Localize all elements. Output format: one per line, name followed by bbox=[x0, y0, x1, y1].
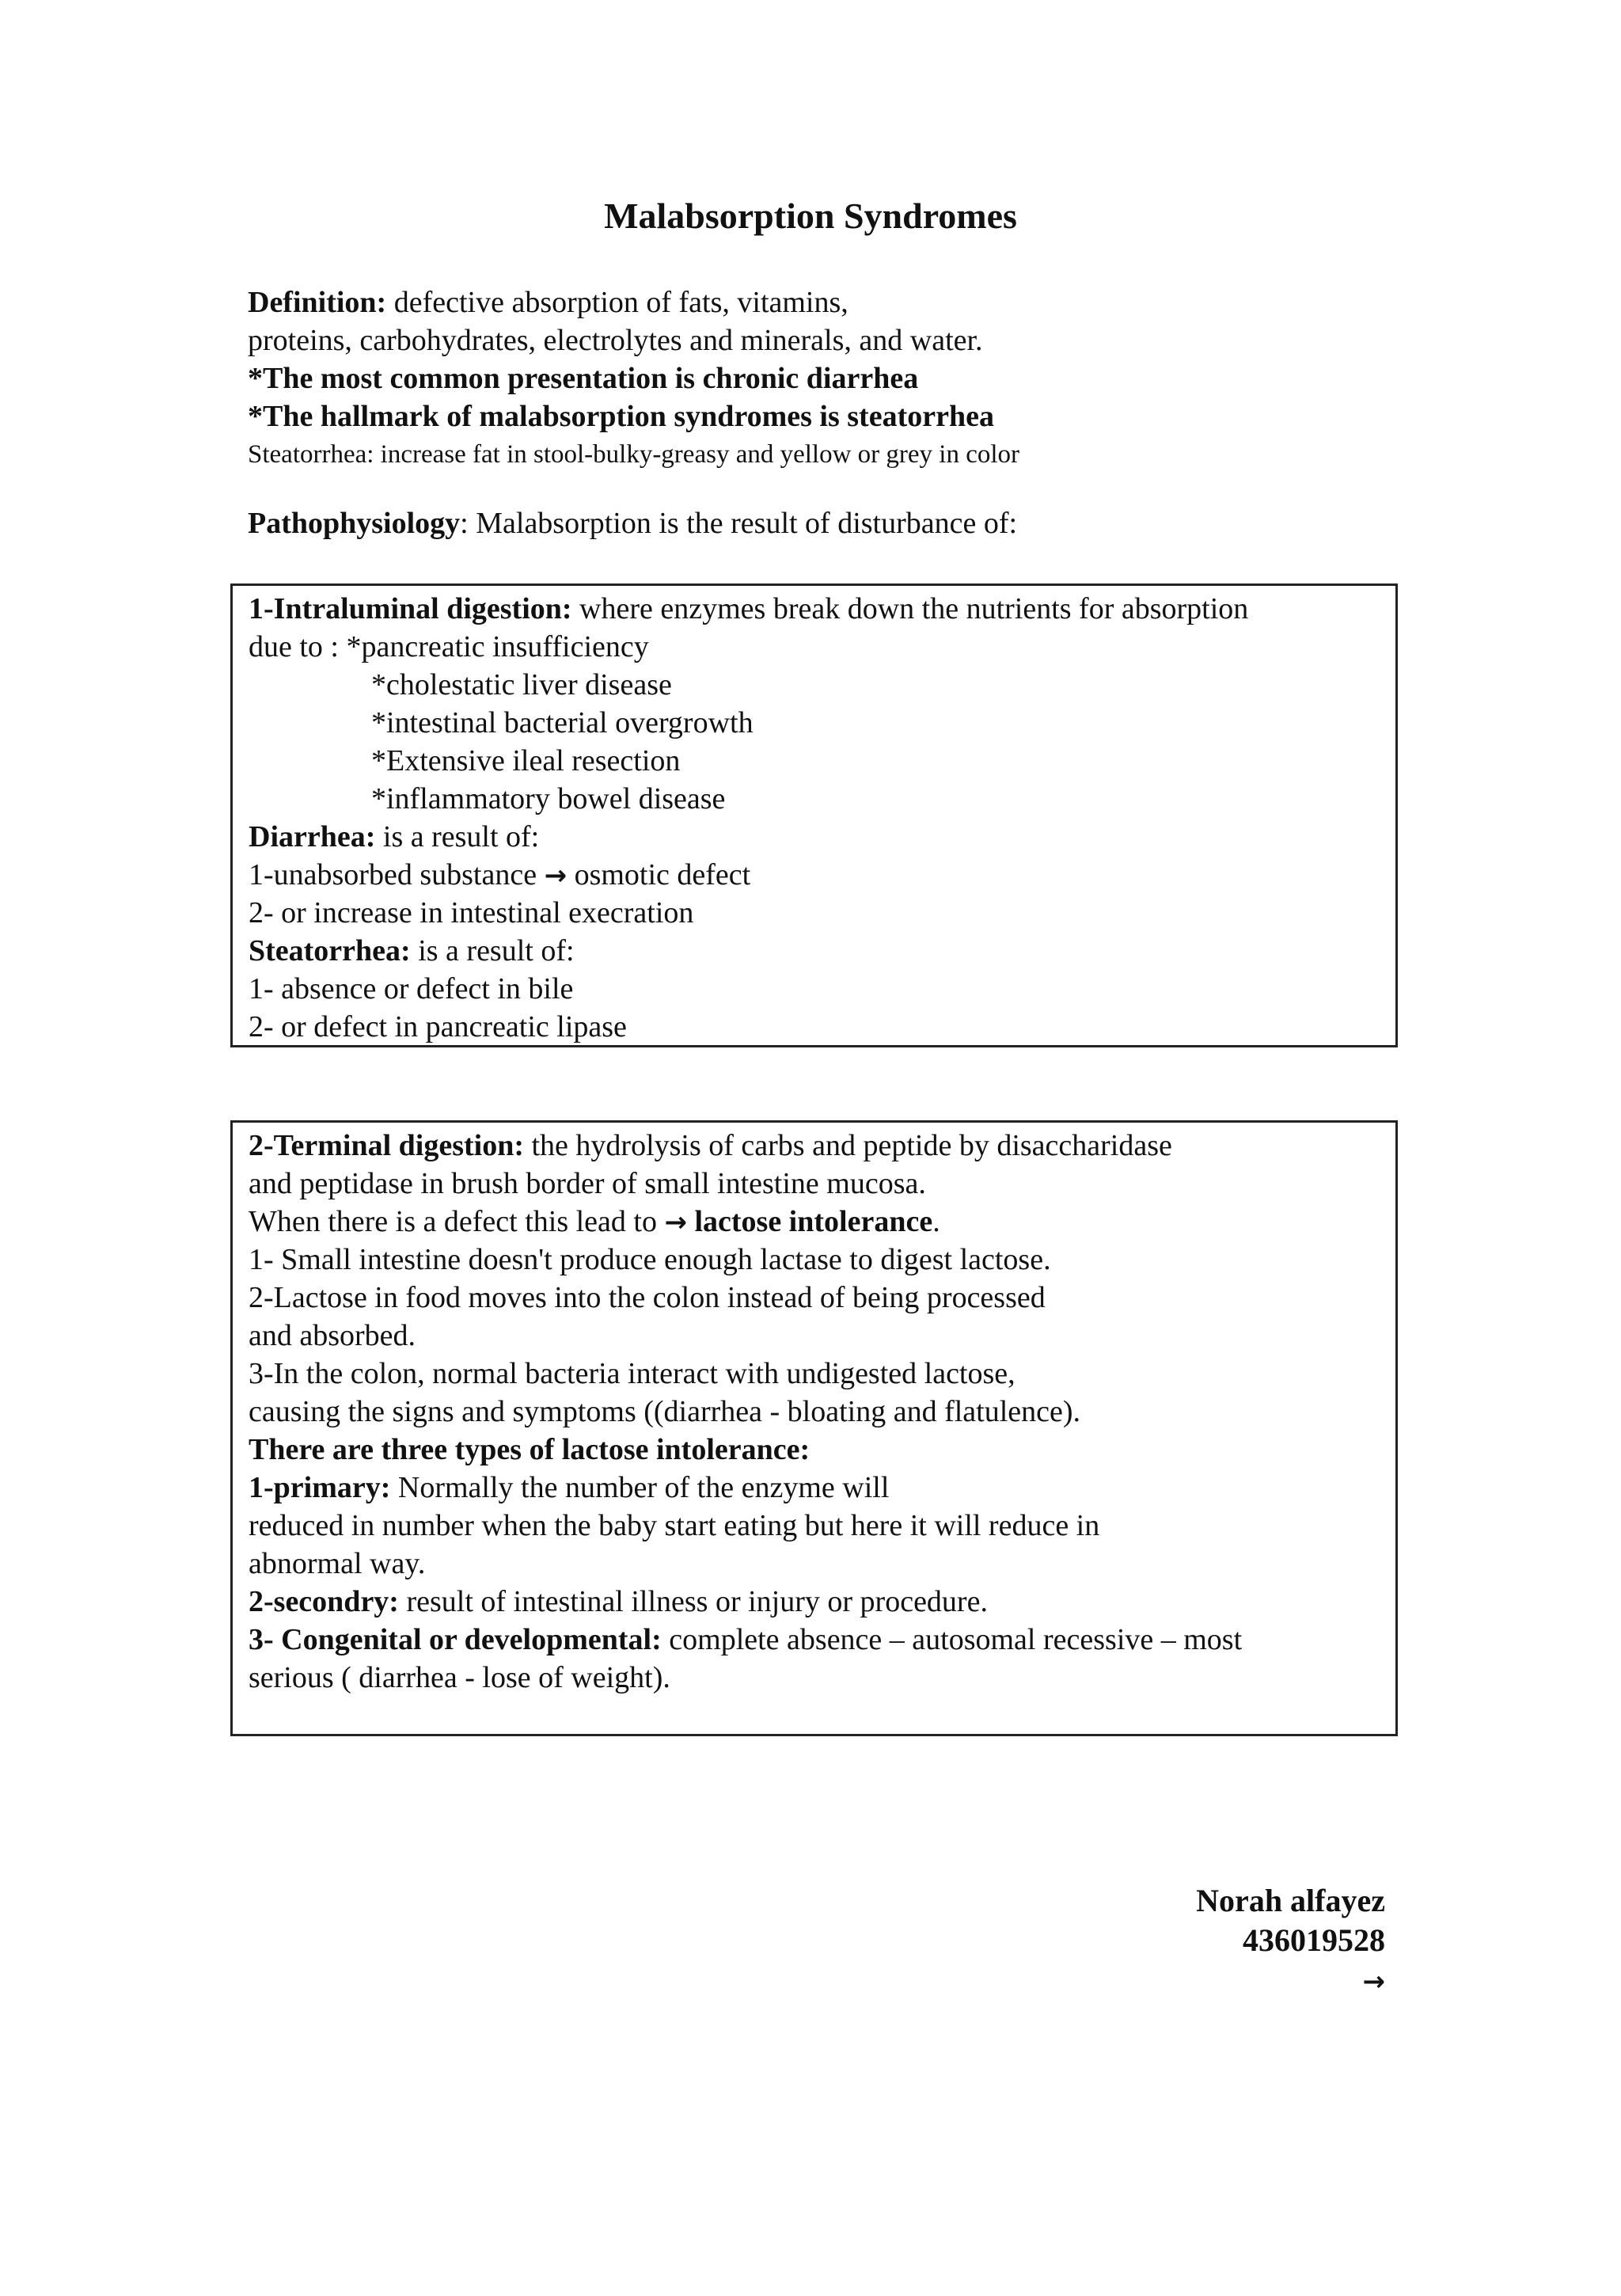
author-id: 436019528 bbox=[1243, 1922, 1385, 1958]
intraluminal-heading-line: 1-Intraluminal digestion: where enzymes break down the nutrients for absorption bbox=[249, 592, 1249, 625]
next-page-arrow bbox=[1196, 1960, 1385, 2000]
page-title: Malabsorption Syndromes bbox=[604, 196, 1017, 236]
lactose-point-3-cont: causing the signs and symptoms ((diarrhea - bloating and flatulence). bbox=[249, 1395, 1081, 1428]
arrow-right-icon: → bbox=[664, 1207, 687, 1238]
terminal-heading-line: 2-Terminal digestion: the hydrolysis of carbs and peptide by disaccharidase bbox=[249, 1129, 1172, 1162]
congenital-type-cont: serious ( diarrhea - lose of weight). bbox=[249, 1661, 670, 1694]
lactose-point-1: 1- Small intestine doesn't produce enough lactase to digest lactose. bbox=[249, 1243, 1051, 1276]
hallmark: *The hallmark of malabsorption syndromes is steatorrhea bbox=[248, 400, 994, 433]
author-name: Norah alfayez bbox=[1196, 1883, 1385, 1918]
common-presentation: *The most common presentation is chronic diarrhea bbox=[248, 362, 919, 395]
arrow-right-icon: → bbox=[544, 860, 568, 891]
cause-item: *inflammatory bowel disease bbox=[371, 782, 726, 815]
terminal-digestion-box bbox=[230, 1120, 1398, 1736]
defect-line: When there is a defect this lead to → lactose intolerance. bbox=[249, 1205, 940, 1238]
pathophysiology-text: : Malabsorption is the result of disturbance of: bbox=[460, 507, 1018, 540]
due-to-line: due to : *pancreatic insufficiency bbox=[249, 630, 649, 663]
steatorrhea-point-2: 2- or defect in pancreatic lipase bbox=[249, 1010, 627, 1043]
pathophysiology bbox=[248, 504, 1017, 542]
lactose-point-3: 3-In the colon, normal bacteria interact with undigested lactose, bbox=[249, 1357, 1015, 1390]
diarrhea-point-2: 2- or increase in intestinal execration bbox=[249, 896, 694, 929]
definition-label: Definition: bbox=[248, 286, 387, 319]
pathophysiology-label: Pathophysiology bbox=[248, 507, 461, 540]
steatorrhea-note: Steatorrhea: increase fat in stool-bulky-greasy and yellow or grey in color bbox=[248, 440, 1019, 469]
definition-line bbox=[248, 283, 1435, 321]
definition-line-2: proteins, carbohydrates, electrolytes and minerals, and water. bbox=[248, 324, 983, 357]
primary-type-cont-2: abnormal way. bbox=[249, 1547, 426, 1580]
lactose-point-2-cont: and absorbed. bbox=[249, 1319, 416, 1352]
terminal-heading: 2-Terminal digestion: bbox=[249, 1129, 524, 1162]
steatorrhea-point-1: 1- absence or defect in bile bbox=[249, 972, 574, 1005]
diarrhea-point-1: 1-unabsorbed substance → osmotic defect bbox=[249, 858, 751, 891]
intraluminal-digestion-box bbox=[230, 584, 1398, 1047]
secondary-type: 2-secondry: result of intestinal illness or injury or procedure. bbox=[249, 1585, 988, 1618]
cause-item: *Extensive ileal resection bbox=[371, 744, 681, 777]
steatorrhea-heading: Steatorrhea: is a result of: bbox=[249, 934, 575, 967]
diarrhea-heading: Diarrhea: is a result of: bbox=[249, 820, 540, 853]
cause-item: *intestinal bacterial overgrowth bbox=[371, 706, 754, 739]
arrow-right-icon: → bbox=[1362, 1966, 1385, 1998]
intraluminal-heading: 1-Intraluminal digestion: bbox=[249, 592, 572, 625]
types-heading: There are three types of lactose intolerance: bbox=[249, 1433, 810, 1466]
cause-item: *cholestatic liver disease bbox=[371, 668, 672, 701]
congenital-type: 3- Congenital or developmental: complete absence – autosomal recessive – most bbox=[249, 1623, 1243, 1656]
lactose-point-2: 2-Lactose in food moves into the colon instead of being processed bbox=[249, 1281, 1046, 1314]
signature-block bbox=[1196, 1881, 1385, 2000]
definition-text: defective absorption of fats, vitamins, bbox=[386, 286, 848, 319]
primary-type: 1-primary: Normally the number of the enzyme will bbox=[249, 1471, 890, 1504]
terminal-line-2: and peptidase in brush border of small intestine mucosa. bbox=[249, 1167, 926, 1200]
primary-type-cont: reduced in number when the baby start eating but here it will reduce in bbox=[249, 1509, 1100, 1542]
definition-section bbox=[248, 283, 1435, 473]
